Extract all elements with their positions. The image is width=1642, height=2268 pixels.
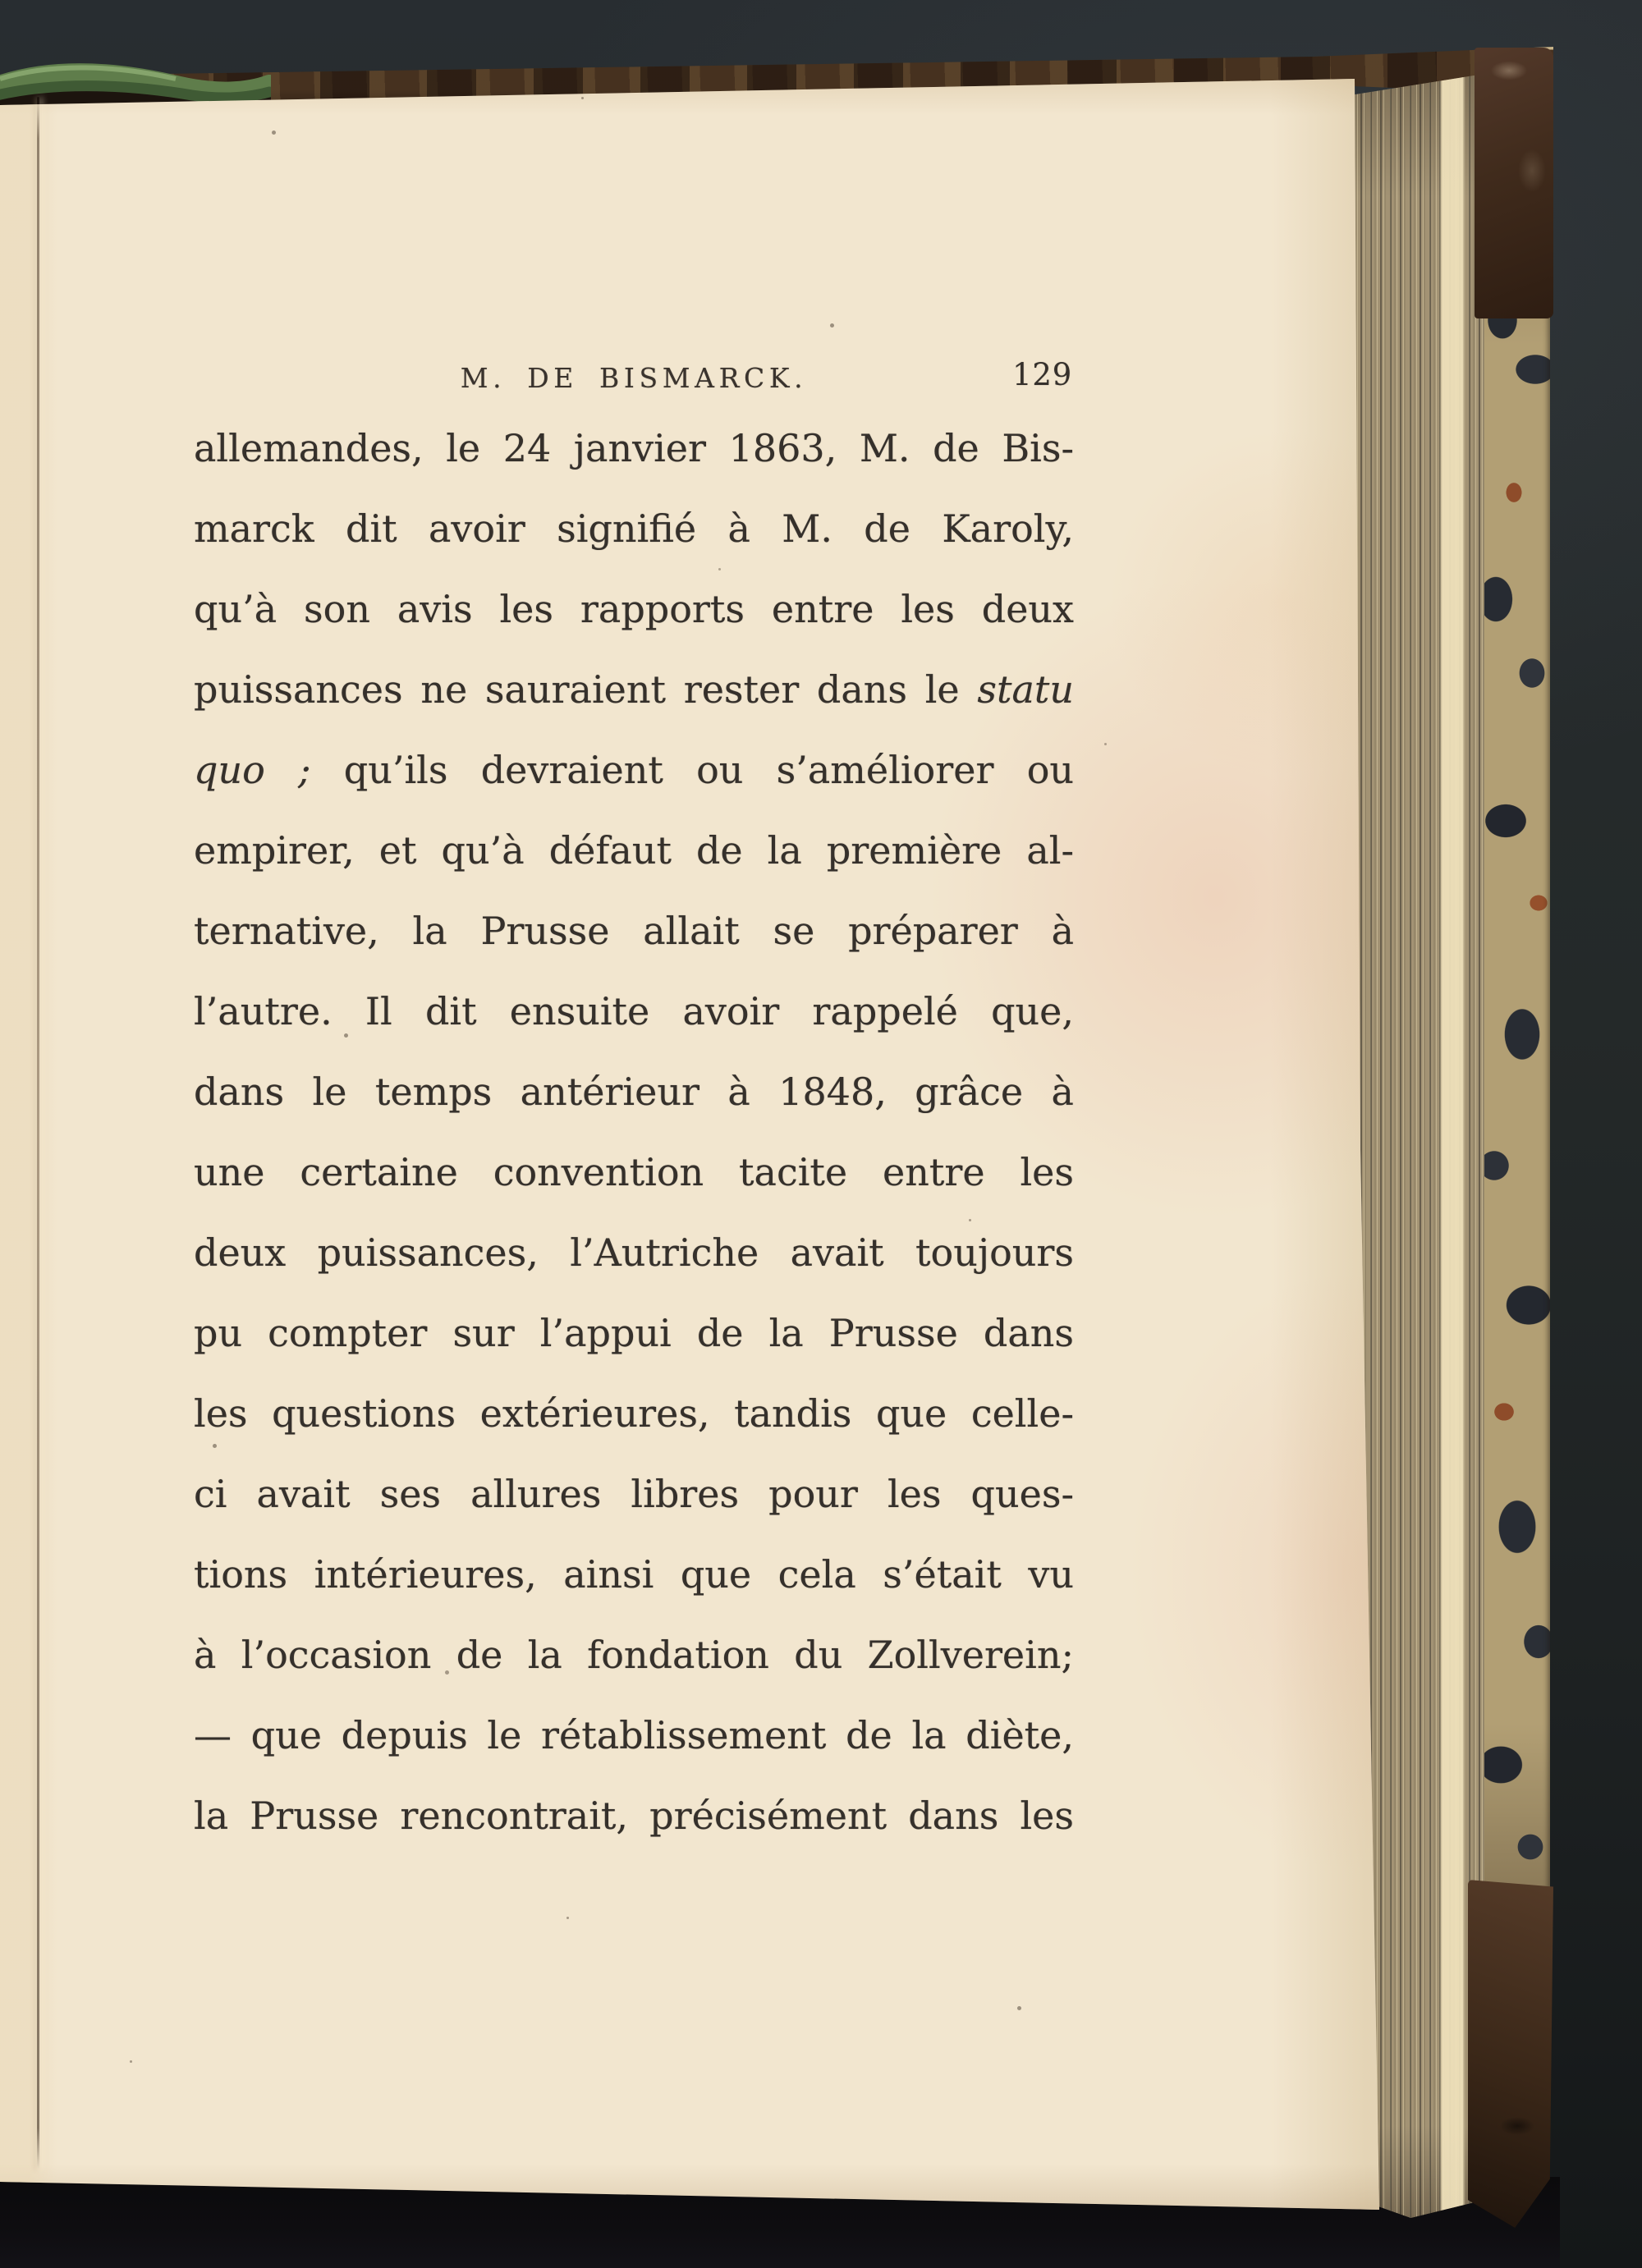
text-segment-italic: statu [977,667,1074,712]
text-line [194,1052,1074,1132]
text-segment: l’autre. Il dit ensuite avoir rappelé que, [194,989,1074,1033]
text-segment: qu’ils devraient ou s’améliorer ou [310,748,1074,792]
page-text [194,0,1074,2268]
text-line [194,1615,1074,1695]
text-line [194,1454,1074,1534]
gutter-crease [37,97,39,2169]
text-line [194,1132,1074,1212]
text-segment: ternative, la Prusse allait se préparer à [194,909,1074,953]
running-head-title: M. DE BISMARCK. [460,362,808,394]
leather-corner-top-right [1475,48,1553,318]
text-segment: marck dit avoir signifié à M. de Karoly, [194,506,1074,551]
text-line [194,1534,1074,1615]
body-text [194,408,1074,1856]
text-line [194,891,1074,971]
text-segment: qu’à son avis les rapports entre les deux [194,587,1074,631]
text-segment: empirer, et qu’à défaut de la première al- [194,828,1074,873]
text-line [194,730,1074,810]
text-segment: les questions extérieures, tandis que celle- [194,1391,1074,1436]
text-segment: pu compter sur l’appui de la Prusse dans [194,1311,1074,1355]
text-line [194,408,1074,488]
text-line [194,810,1074,891]
text-segment: puissances ne sauraient rester dans le [194,667,978,712]
marbled-board-edge [1481,246,1550,1896]
text-line [194,1212,1074,1293]
text-line [194,971,1074,1052]
text-segment: une certaine convention tacite entre les [194,1150,1074,1194]
text-line [194,1695,1074,1775]
text-segment: — que depuis le rétablissement de la diète, [194,1713,1074,1757]
text-segment: la Prusse rencontrait, précisément dans les [194,1794,1074,1838]
text-line [194,488,1074,569]
text-line [194,1373,1074,1454]
text-segment: tions intérieures, ainsi que cela s’était vu [194,1552,1074,1597]
text-segment: à l’occasion de la fondation du Zollverein; [194,1633,1074,1677]
page-number: 129 [1012,357,1072,392]
running-head [194,357,1074,411]
text-line [194,569,1074,649]
paper-specks [0,0,2,2]
text-segment: ci avait ses allures libres pour les ques- [194,1472,1074,1516]
text-line [194,649,1074,730]
text-segment-italic: quo ; [194,748,311,792]
text-segment: deux puissances, l’Autriche avait toujours [194,1230,1074,1275]
text-segment: dans le temps antérieur à 1848, grâce à [194,1070,1074,1114]
text-segment: allemandes, le 24 janvier 1863, M. de Bis- [194,426,1074,470]
text-line [194,1775,1074,1856]
leather-corner-bottom-right [1468,1880,1553,2228]
text-line [194,1293,1074,1373]
